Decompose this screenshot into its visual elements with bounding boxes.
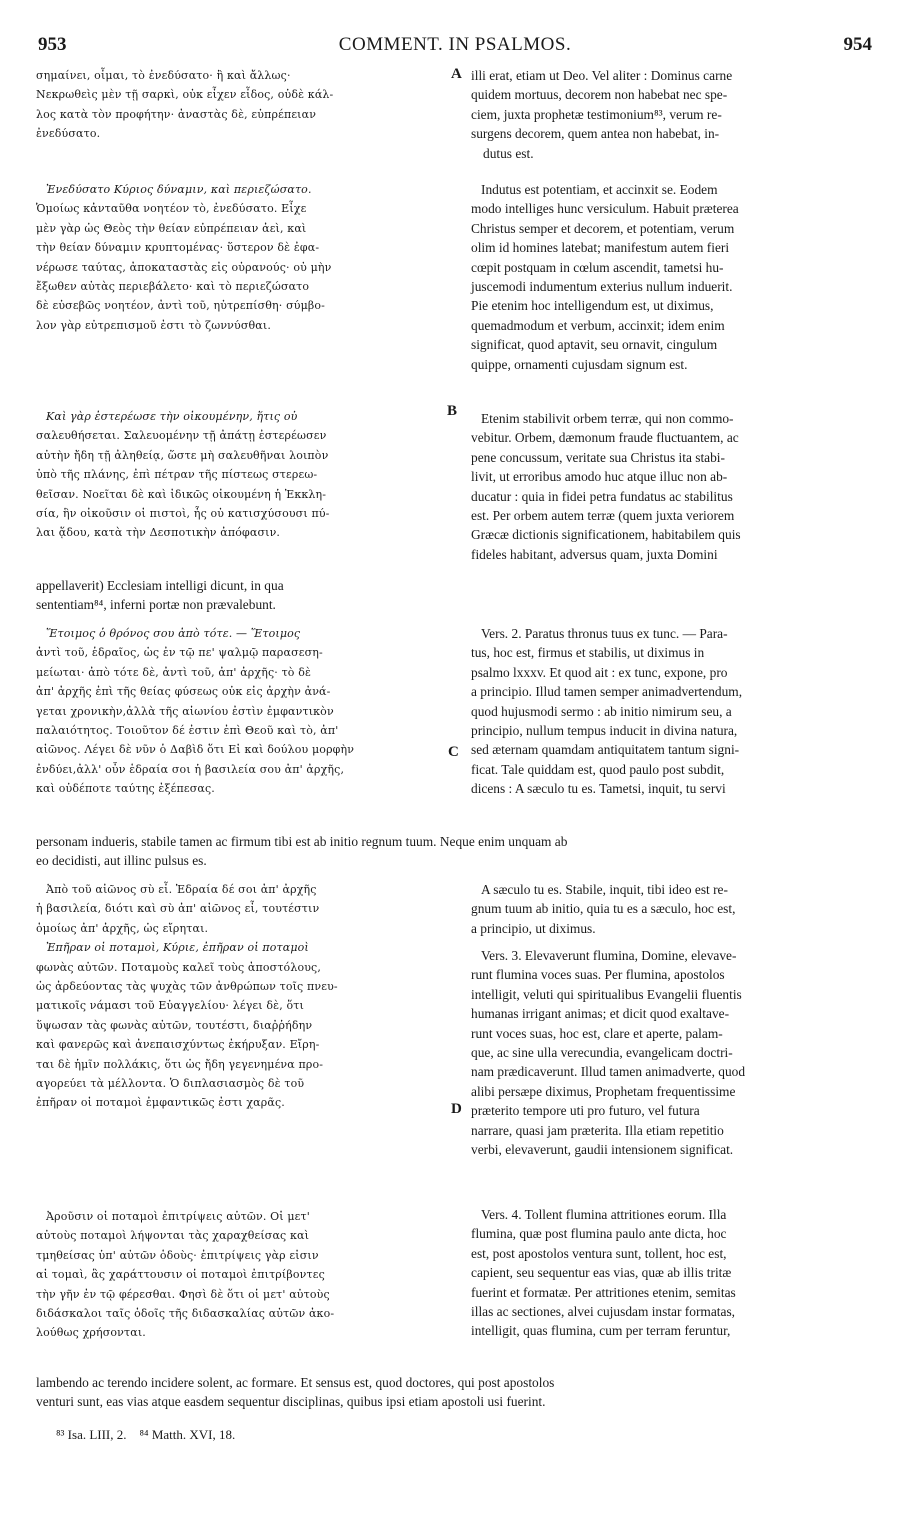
text-line: quemadmodum et verbum, accinxit; idem enim	[471, 317, 725, 333]
greek-paragraph-3	[36, 407, 448, 543]
text-line: psalmo lxxxv. Et quod ait : ex tunc, expone, pro	[471, 664, 728, 680]
text-line: vebitur. Orbem, dæmonum fraude fluctuantem, ac	[471, 430, 739, 446]
text-line: ματικοῖς νάμασι τοῦ Εὐαγγελίου· λέγει δὲ, ὅτι	[36, 999, 304, 1013]
greek-paragraph-1	[36, 66, 448, 144]
latin-paragraph-1	[471, 66, 871, 163]
latin-fullwidth-2	[36, 1373, 871, 1412]
text-line: ἐνεδύσατο.	[36, 127, 101, 141]
text-line: que, ac sine ulla verecundia, evangelicam doctri-	[471, 1045, 733, 1061]
text-line: pene concussum, veritate sua Christus ita stabi-	[471, 449, 725, 465]
text-line: Ἕτοιμος ὁ θρόνος σου ἀπὸ τότε. — Ἕτοιμος	[46, 627, 301, 640]
text-line: intelligit, quas flumina, cum per terram feruntur,	[471, 1323, 731, 1339]
text-line: quidem mortuus, decorem non habebat nec spe-	[471, 87, 728, 103]
text-line: τμηθείσας ὑπ' αὐτῶν ὁδοὺς· ἐπιτρίψεις γὰρ εἰσιν	[36, 1248, 319, 1262]
text-line: σημαίνει, οἶμαι, τὸ ἐνεδύσατο· ἢ καὶ ἄλλως·	[36, 69, 291, 82]
text-line: αὐτοὺς ποταμοὶ λήψονται τὰς χαραχθείσας καὶ	[36, 1229, 310, 1243]
page-number-right: 954	[843, 34, 872, 55]
text-line: ὑπὸ τῆς πλάνης, ἐπὶ πέτραν τῆς πίστεως στερεω-	[36, 468, 318, 482]
text-line: principio, nullum tempus inducit in divina natura,	[471, 723, 738, 739]
text-line: livit, ut erroribus amodo huc atque illuc non ab-	[471, 469, 728, 485]
text-line: surgens decorem, quem antea non habebat, in-	[471, 126, 720, 142]
text-line: τὴν γῆν ἐν τῷ φέρεσθαι. Φησὶ δὲ ὅτι οἱ μετ' αὐτοὺς	[36, 1287, 330, 1301]
greek-paragraph-4	[36, 624, 448, 799]
text-line: flumina, quæ post flumina paulo ante dicta, hoc	[471, 1226, 727, 1242]
text-line: significat, quod aptavit, seu ornavit, cingulum	[471, 337, 718, 353]
text-line: capient, seu sequentur eas vias, quæ ab illis tritæ	[471, 1265, 732, 1281]
text-line: illas ac sectiones, alvei cujusdam instar formatas,	[471, 1304, 736, 1320]
text-line: sed æternam quamdam antiquitatem tantum signi-	[471, 742, 740, 758]
text-line: est. Per orbem autem terræ (quem juxta veriorem	[471, 508, 735, 524]
text-line: venturi sunt, eas vias atque easdem sequentur disciplinas, quibus ipsi etiam apostoli usi fuerint.	[36, 1394, 546, 1410]
text-line: αἰῶνος. Λέγει δὲ νῦν ὁ Δαβὶδ ὅτι Εἰ καὶ δούλου μορφὴν	[36, 743, 355, 757]
text-line: διδάσκαλοι ταῖς ὁδοῖς τῆς διδασκαλίας αὐτῶν ἀκο-	[36, 1307, 335, 1321]
text-line: λος κατὰ τὸν προφήτην· ἀναστὰς δὲ, εὐπρέπειαν	[36, 107, 317, 121]
text-line: A sæculo tu es. Stabile, inquit, tibi ideo est re-	[481, 882, 728, 897]
text-line: modo intelliges hunc versiculum. Habuit præterea	[471, 201, 739, 217]
text-line: verbi, elevaverunt, gaudii intensionem significat.	[471, 1142, 734, 1158]
latin-paragraph-2	[471, 180, 871, 374]
text-line: δὲ εὐσεβῶς νοητέον, ἀντὶ τοῦ, ηὐτρεπίσθη· σύμβο-	[36, 299, 326, 313]
text-line: Ἀροῦσιν οἱ ποταμοὶ ἐπιτρίψεις αὐτῶν. Οἱ μετ'	[46, 1210, 310, 1223]
text-line: personam indueris, stabile tamen ac firmum tibi est ab initio regnum tuum. Neque enim unquam ab	[36, 834, 568, 849]
text-line: Etenim stabilivit orbem terræ, qui non commo-	[481, 411, 734, 426]
running-title: COMMENT. IN PSALMOS.	[338, 34, 572, 55]
text-line: juscemodi indumentum exterius nullum induerit.	[471, 279, 733, 295]
text-line: Vers. 3. Elevaverunt flumina, Domine, elevave-	[481, 948, 737, 963]
text-line: quod hujusmodi sermo : ab initio nimirum seu, a	[471, 703, 732, 719]
latin-fullwidth-1	[36, 832, 871, 871]
text-line: ὕψωσαν τὰς φωνὰς αὐτῶν, τουτέστι, διαῤῥήδην	[36, 1018, 313, 1032]
page-number-left: 953	[38, 34, 67, 55]
text-line: λούθως χρήσονται.	[36, 1326, 146, 1340]
text-line: ἡ βασιλεία, διότι καὶ σὺ ἀπ' αἰῶνος εἶ, τουτέστιν	[36, 902, 320, 916]
text-line: καὶ οὐδέποτε ταύτης ἐξέπεσας.	[36, 782, 215, 796]
text-line: σία, ἣν οἰκοῦσιν οἱ πιστοὶ, ἧς οὐ κατισχύσουσι πύ-	[36, 507, 330, 521]
text-line: dicens : A sæculo tu es. Tametsi, inquit, tu servi	[471, 781, 726, 797]
text-line: μείωται· ἀπὸ τότε δὲ, ἀντὶ τοῦ, ἀπ' ἀρχῆς· τὸ δὲ	[36, 665, 312, 679]
text-line: νέρωσε ταύτας, ἀποκαταστὰς εἰς οὐρανούς· οὐ μὴν	[36, 260, 332, 274]
text-line: Ἐνεδύσατο Κύριος δύναμιν, καὶ περιεζώσατο.	[46, 183, 312, 196]
text-line: præterito tempore uti pro futuro, vel futura	[471, 1103, 700, 1119]
text-line: fideles habitant, adversus quam, juxta Domini	[471, 546, 718, 562]
text-line: Vers. 2. Paratus thronus tuus ex tunc. — Para-	[481, 626, 728, 641]
text-line: appellaverit) Ecclesiam intelligi dicunt, in qua	[36, 578, 284, 593]
page-header	[38, 34, 872, 58]
margin-marker-c: C	[448, 744, 459, 760]
text-line: παλαιότητος. Τοιοῦτον δέ ἐστιν ἐπὶ Θεοῦ καὶ τὸ, ἀπ'	[36, 724, 339, 738]
text-line: ἐπῆραν οἱ ποταμοὶ ἐμφαντικῶς ἐστι χαρᾶς.	[36, 1096, 285, 1110]
text-line: Καὶ γὰρ ἐστερέωσε τὴν οἰκουμένην, ἥτις οὐ	[46, 410, 298, 423]
text-line: ducatur : quia in fidei petra fundatus ac stabilitus	[471, 488, 733, 504]
text-line: λαι ᾅδου, κατὰ τὴν Δεσποτικὴν ἀπόφασιν.	[36, 526, 281, 540]
text-line: dutus est.	[483, 145, 534, 161]
text-line: sententiam⁸⁴, inferni portæ non prævalebunt.	[36, 597, 276, 613]
text-line: Indutus est potentiam, et accinxit se. Eodem	[481, 182, 718, 197]
text-line: ciem, juxta prophetæ testimonium⁸³, verum re-	[471, 106, 722, 122]
text-line: Ἀπὸ τοῦ αἰῶνος σὺ εἶ. Ἑδραία δέ σοι ἀπ' ἀρχῆς	[46, 883, 317, 896]
text-line: Ἐπῆραν οἱ ποταμοὶ, Κύριε, ἐπῆραν οἱ ποταμοὶ	[46, 941, 309, 955]
text-line: Græcæ dictionis significationem, habitabilem quis	[471, 527, 741, 543]
greek-paragraph-5	[36, 880, 448, 1113]
text-line: μὲν γὰρ ὡς Θεὸς τὴν θείαν εὐπρέπειαν ἀεὶ, καὶ	[36, 221, 307, 235]
text-line: ἔξωθεν αὐτὰς περιεβάλετο· καὶ τὸ περιεζώσατο	[36, 280, 310, 294]
text-line: illi erat, etiam ut Deo. Vel aliter : Dominus carne	[471, 68, 733, 83]
text-line: αὐτὴν ἤδη τῇ ἀληθείᾳ, ὥστε μὴ σαλευθῆναι λοιπὸν	[36, 448, 329, 462]
text-line: a principio. Illud tamen semper animadvertendum,	[471, 684, 743, 700]
text-line: gnum tuum ab initio, quia tu es a sæculo, hoc est,	[471, 901, 736, 917]
text-line: nam prædicaverunt. Illud tamen animadverte, quod	[471, 1064, 746, 1080]
latin-continuation-left	[36, 576, 456, 615]
latin-paragraph-6	[471, 946, 871, 1159]
margin-marker-d: D	[451, 1101, 462, 1117]
text-line: λον γὰρ εὐτρεπισμοῦ ἐστι τὸ ζωννύσθαι.	[36, 318, 271, 332]
text-line: lambendo ac terendo incidere solent, ac formare. Et sensus est, quod doctores, qui post apostolos	[36, 1375, 555, 1390]
text-line: αἱ τομαὶ, ἃς χαράττουσιν οἱ ποταμοὶ ἐπιτρίβοντες	[36, 1268, 325, 1282]
text-line: φωνὰς αὐτῶν. Ποταμοὺς καλεῖ τοὺς ἀποστόλους,	[36, 960, 322, 974]
text-line: cœpit postquam in cœlum ascendit, tametsi hu-	[471, 259, 724, 275]
text-line: quippe, ornamenti cujusdam signum est.	[471, 356, 688, 372]
text-line: αγορεύει τὰ μέλλοντα. Ὁ διπλασιασμὸς δὲ τοῦ	[36, 1077, 305, 1091]
text-line: ficat. Tale quiddam est, quod paulo post subdit,	[471, 761, 725, 777]
text-line: Christus semper et decorem, et potentiam, verum	[471, 220, 735, 236]
greek-paragraph-6	[36, 1207, 448, 1343]
margin-marker-b: B	[447, 403, 458, 419]
text-line: tus, hoc est, firmus et stabilis, ut diximus in	[471, 645, 705, 661]
text-line: θεῖσαν. Νοεῖται δὲ καὶ ἰδικῶς οἰκουμένη ἡ Ἐκκλη-	[36, 487, 327, 501]
greek-paragraph-2	[36, 180, 448, 335]
text-line: Pie etenim hoc intelligendum est, ut diximus,	[471, 298, 714, 314]
text-line: καὶ φανερῶς καὶ ἀνεπαισχύντως ἐκήρυξαν. Εἴρη-	[36, 1038, 320, 1052]
margin-marker-a: A	[451, 66, 462, 82]
text-line: ὡς ἀρδεύοντας τὰς ψυχὰς τῶν ἀνθρώπων τοῖς πνευ-	[36, 980, 338, 994]
text-line: σαλευθήσεται. Σαλευομένην τῇ ἀπάτῃ ἐστερέωσεν	[36, 429, 327, 443]
latin-paragraph-4	[471, 624, 871, 799]
latin-paragraph-5	[471, 880, 871, 938]
text-line: Νεκρωθεὶς μὲν τῇ σαρκὶ, οὐκ εἶχεν εἶδος, οὐδὲ κάλ-	[36, 88, 334, 102]
text-line: alibi persæpe diximus, Prophetam frequentissime	[471, 1083, 736, 1099]
text-line: intelligit, veluti qui spiritualibus Evangelii fluentis	[471, 986, 742, 1002]
text-line: ἐνδύει,ἀλλ' οὖν ἑδραία σοι ἡ βασιλεία σου ἀπ' ἀρχῆς,	[36, 762, 345, 776]
text-line: τὴν θείαν δύναμιν κρυπτομένας· ὕστερον δὲ ἐφα-	[36, 241, 320, 255]
text-line: olim id homines latebat; manifestum autem fieri	[471, 240, 730, 256]
latin-paragraph-3	[471, 409, 871, 564]
text-line: ὁμοίως ἀπ' ἀρχῆς, ὡς εἴρηται.	[36, 921, 209, 935]
text-line: runt flumina voces suas. Per flumina, apostolos	[471, 967, 725, 983]
text-line: humanas irrigant animas; et dicit quod exaltave-	[471, 1006, 730, 1022]
latin-paragraph-7	[471, 1205, 871, 1341]
footnotes: ⁸³ Isa. LIII, 2. ⁸⁴ Matth. XVI, 18.	[56, 1427, 236, 1442]
text-line: γεται χρονικὴν,ἀλλὰ τῆς αἰωνίου ἐστὶν ἐμφαντικὸν	[36, 704, 334, 718]
text-line: est, post apostolos ventura sunt, tollent, hoc est,	[471, 1245, 727, 1261]
text-line: Ὁμοίως κἀνταῦθα νοητέον τὸ, ἐνεδύσατο. Εἶχε	[36, 202, 307, 216]
text-line: ἀπ' ἀρχῆς ἐπὶ τῆς θείας φύσεως οὐκ εἰς ἀρχὴν ἀνά-	[36, 685, 331, 699]
text-line: ἀντὶ τοῦ, ἑδραῖος, ὡς ἐν τῷ πε' ψαλμῷ παρασεση-	[36, 646, 323, 660]
text-line: ται δὲ ἡμῖν πολλάκις, ὅτι ὡς ἤδη γεγενημένα προ-	[36, 1057, 324, 1071]
text-line: Vers. 4. Tollent flumina attritiones eorum. Illa	[481, 1207, 727, 1222]
text-line: a principio, ut diximus.	[471, 920, 596, 936]
text-line: fuerint et formatæ. Per attritiones etenim, semitas	[471, 1284, 736, 1300]
text-line: narrare, quasi jam præterita. Illa etiam repetitio	[471, 1122, 724, 1138]
text-line: eo decidisti, aut illinc pulsus es.	[36, 853, 207, 869]
text-line: runt voces suas, hoc est, clare et aperte, palam-	[471, 1025, 723, 1041]
